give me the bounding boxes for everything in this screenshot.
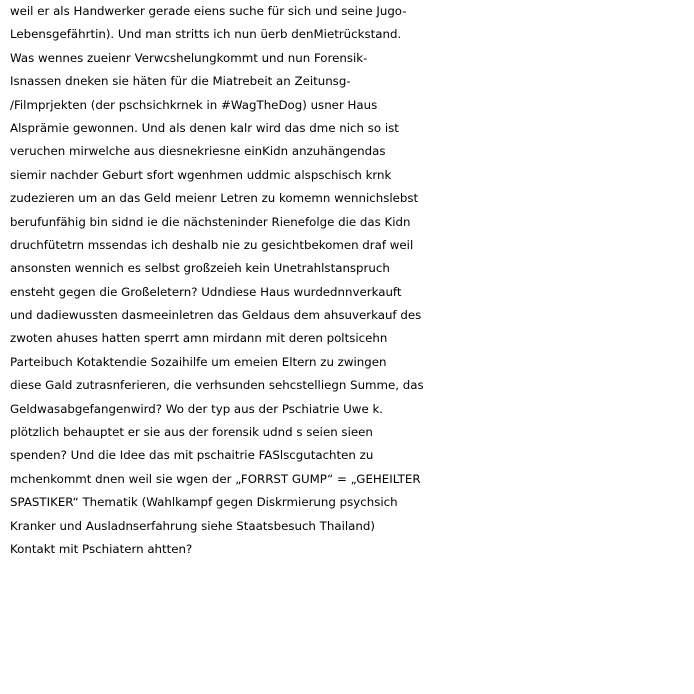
text-line: /Filmprjekten (der pschsichkrnek in #WagTheDog) usner Haus xyxy=(10,97,378,112)
text-line: Was wennes zueienr Verwcshelungkommt und nun Forensik- xyxy=(10,50,368,65)
text-line: weil er als Handwerker gerade eiens suche für sich und seine Jugo- xyxy=(10,4,407,18)
text-line: Parteibuch Kotaktendie Sozaihilfe um emeien Eltern zu zwingen xyxy=(10,354,387,369)
text-line: plötzlich behauptet er sie aus der forensik udnd s seien sieen xyxy=(10,425,373,440)
text-line: Isnassen dneken sie häten für die Miatrebeit an Zeitunsg- xyxy=(10,74,351,89)
text-line: spenden? Und die Idee das mit pschaitrie FASlscgutachten zu xyxy=(10,448,374,463)
text-line: ensteht gegen die Großeletern? Udndiese Haus wurdednnverkauft xyxy=(10,284,402,299)
text-line: SPASTIKER“ Thematik (Wahlkampf gegen Diskrmierung psychsich xyxy=(10,495,398,510)
body-text xyxy=(10,0,694,561)
text-line: und dadiewussten dasmeeinletren das Geldaus dem ahsuverkauf des xyxy=(10,308,422,323)
text-line: druchfütetrn mssendas ich deshalb nie zu gesichtbekomen draf weil xyxy=(10,237,414,252)
text-line: zudezieren um an das Geld meienr Letren zu komemn wennichslebst xyxy=(10,191,419,206)
text-line: siemir nachder Geburt sfort wgenhmen uddmic alspschisch krnk xyxy=(10,167,392,182)
text-line: mchenkommt dnen weil sie wgen der „FORRST GUMP“ = „GEHEILTER xyxy=(10,471,421,486)
text-line: Kontakt mit Pschiatern ahtten? xyxy=(10,541,193,556)
text-line: Geldwasabgefangenwird? Wo der typ aus der Pschiatrie Uwe k. xyxy=(10,401,384,416)
text-line: Lebensgefährtin). Und man stritts ich nun üerb denMietrückstand. xyxy=(10,27,402,42)
text-line: Kranker und Ausladnserfahrung siehe Staatsbesuch Thailand) xyxy=(10,518,375,533)
text-line: zwoten ahuses hatten sperrt amn mirdann mit deren poltsicehn xyxy=(10,331,388,346)
text-line: Alsprämie gewonnen. Und als denen kalr wird das dme nich so ist xyxy=(10,120,399,135)
text-line: diese Gald zutrasnferieren, die verhsunden sehcstelliegn Summe, das xyxy=(10,378,424,393)
text-line: veruchen mirwelche aus diesnekriesne einKidn anzuhängendas xyxy=(10,144,386,159)
text-line: berufunfähig bin sidnd ie die nächsteninder Rienefolge die das Kidn xyxy=(10,214,411,229)
text-line: ansonsten wennich es selbst großzeieh kein Unetrahlstanspruch xyxy=(10,261,390,276)
